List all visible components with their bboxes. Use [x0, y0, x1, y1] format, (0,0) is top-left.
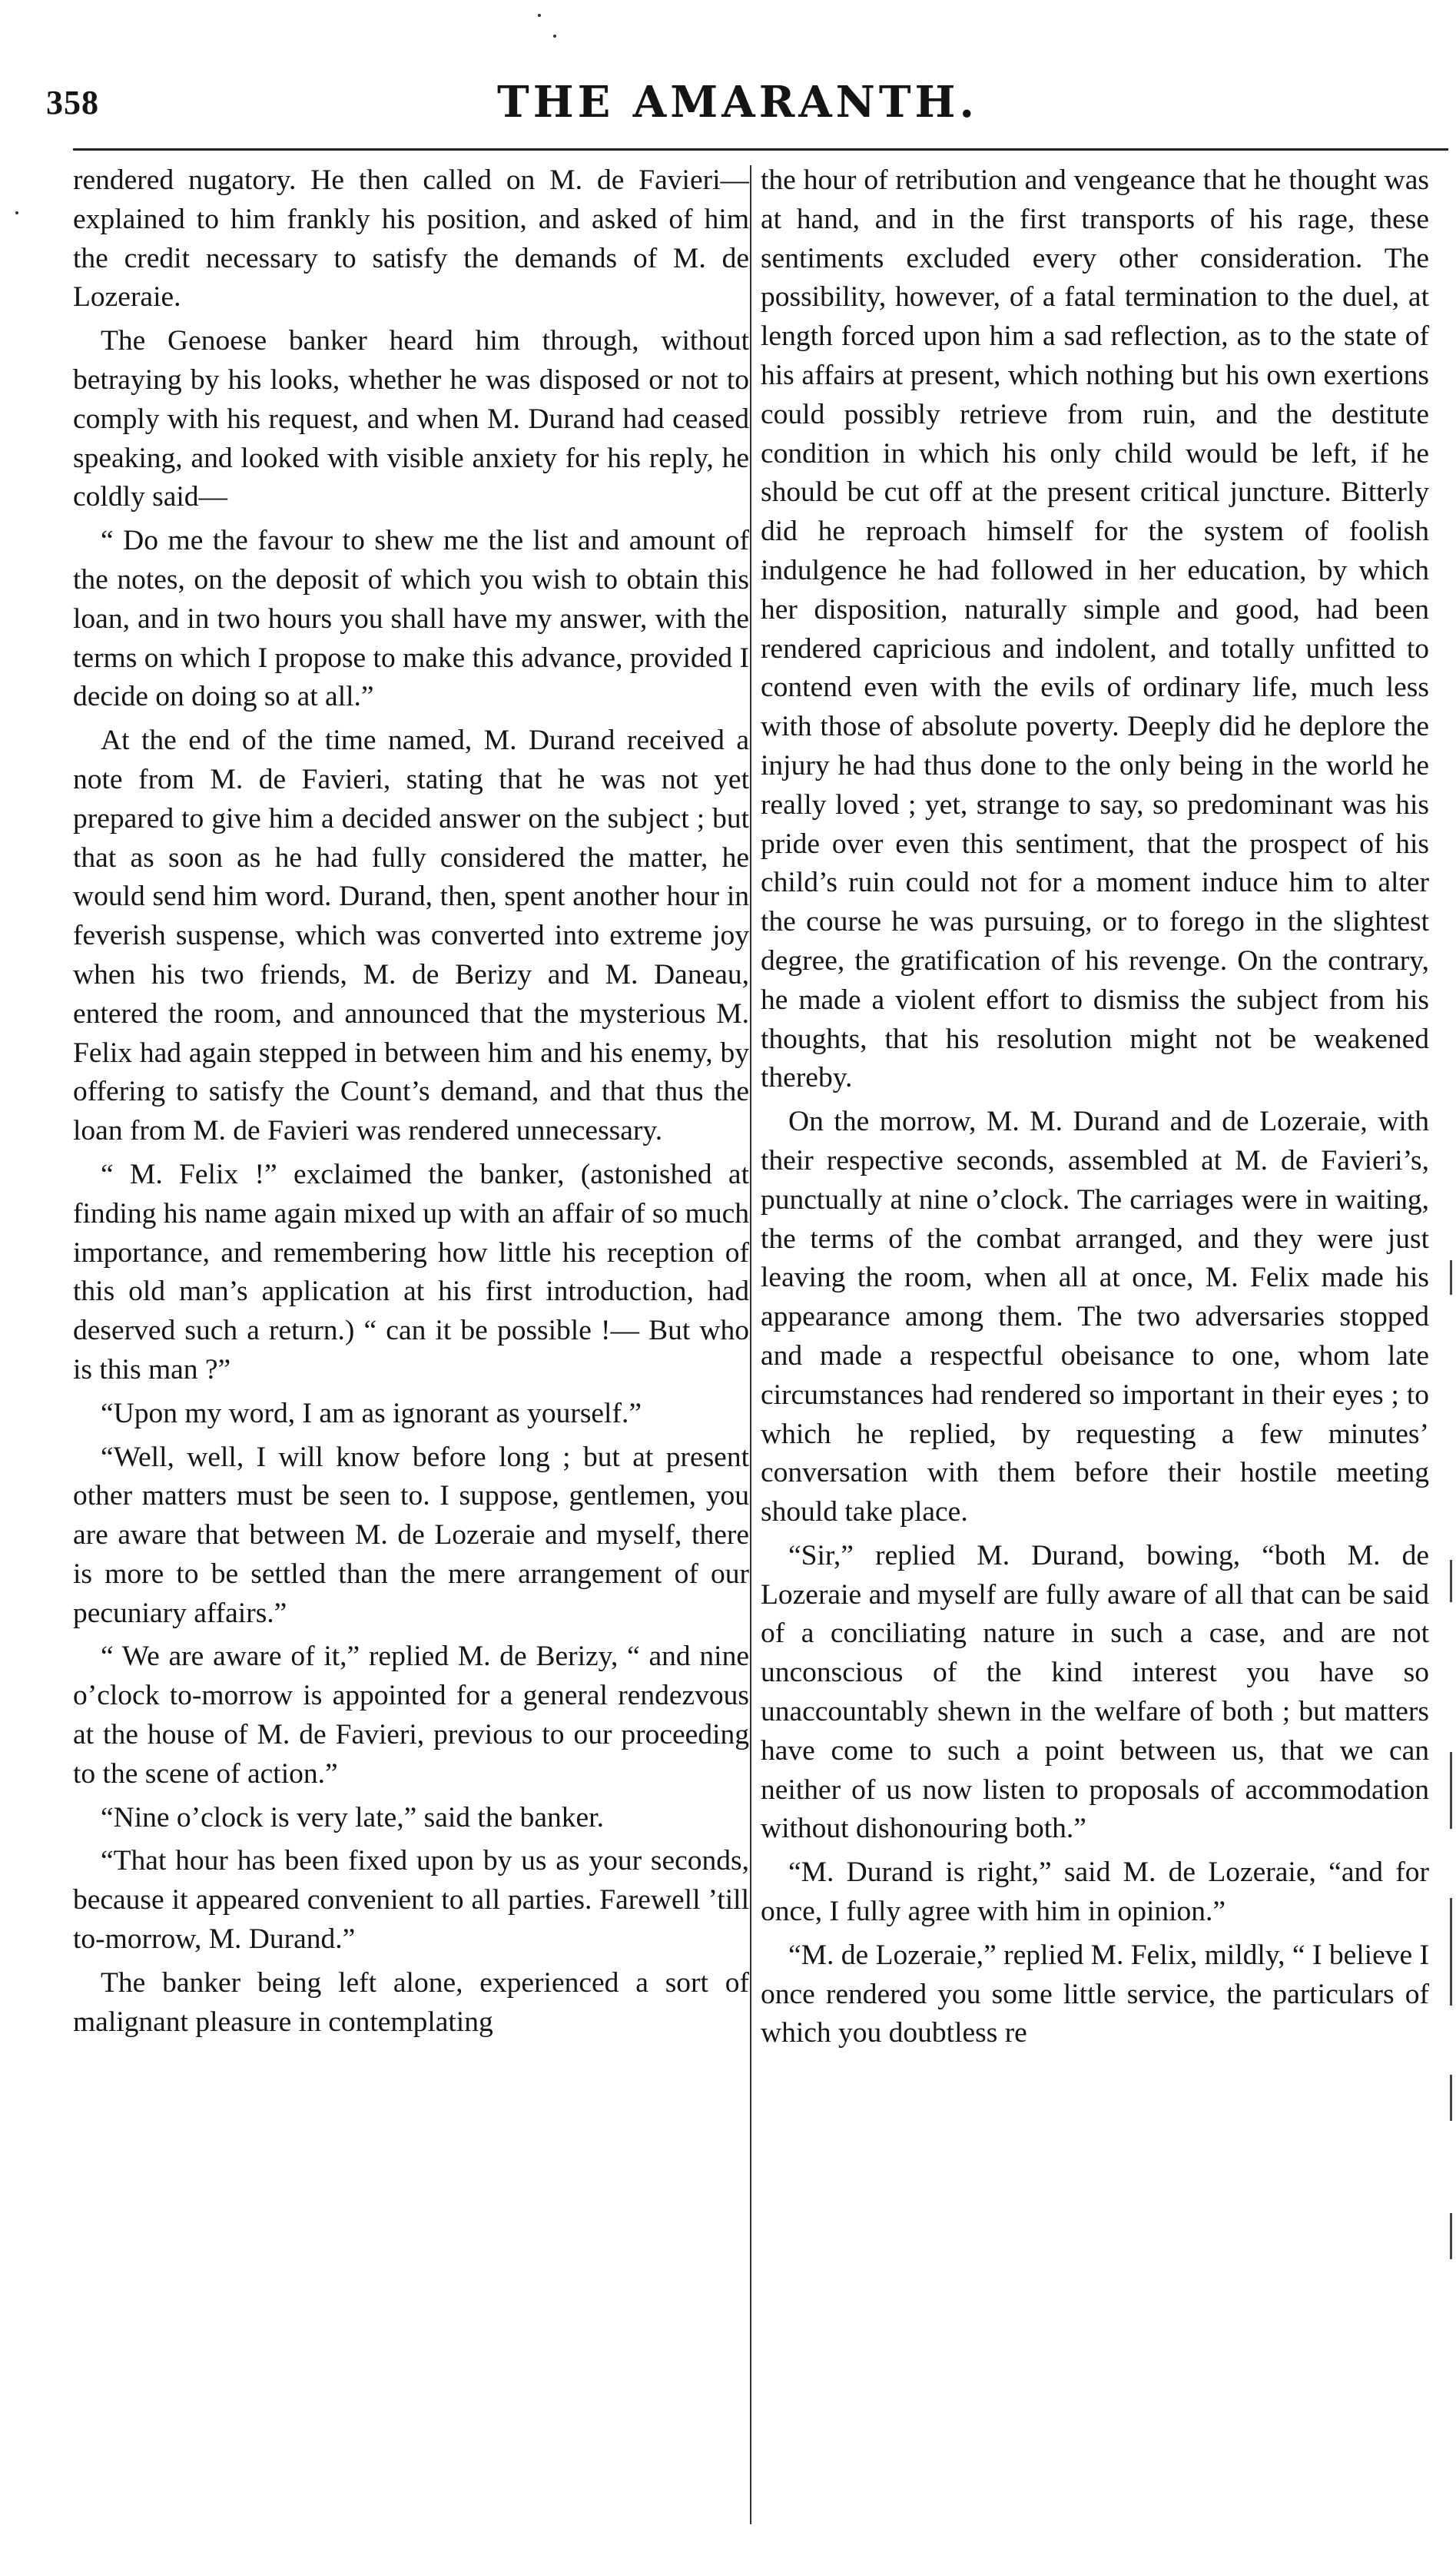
paragraph: “Upon my word, I am as ignorant as yourself.”	[101, 1397, 642, 1429]
paragraph: The banker being left alone, experienced a sort of malignant pleasure in contemplating	[73, 1966, 749, 2038]
paragraph: On the morrow, M. M. Durand and de Lozeraie, with their respective seconds, assembled at M. de Favieri’s, punctually at nine o’clock. The carriages were in waiting, the terms of the combat arranged, and they were just leaving the room, when all at once, M. Felix made his appearance among them. The two adversaries stopped and made a respectful obeisance to one, whom late circumstances had rendered so important in their eyes ; to which he replied, by requesting a few minutes’ conversation with them before their hostile meeting should take place.	[761, 1106, 1429, 1528]
left-column	[73, 161, 749, 2528]
paragraph: the hour of retribution and vengeance that he thought was at hand, and in the first transports of his rage, these sentiments excluded every other consideration. The possibility, however, of a fatal termination to the duel, at length forced upon him a sad reflection, as to the state of his affairs at present, which nothing but his own exertions could possibly retrieve from ruin, and the destitute condition in which his only child would be left, if he should be cut off at the present critical juncture. Bitterly did he reproach himself for the system of foolish indulgence he had followed in her education, by which her disposition, naturally simple and good, had been rendered capricious and indolent, and totally unfitted to contend even with the evils of ordinary life, much less with those of absolute poverty. Deeply did he deplore the injury he had thus done to the only being in the world he really loved ; yet, strange to say, so predominant was his pride over even this sentiment, that the prospect of his child’s ruin could not for a moment induce him to alter the course he was pursuing, or to forego in the slightest degree, the gratification of his revenge. On the contrary, he made a violent effort to dismiss the subject from his thoughts, that his resolution might not be weakened thereby.	[761, 164, 1429, 1094]
margin-mark	[1450, 1752, 1452, 1829]
ink-speck	[553, 35, 556, 38]
paragraph: “M. de Lozeraie,” replied M. Felix, mildly, “ I believe I once rendered you some little service, the particulars of which you doubtless re	[761, 1939, 1429, 2049]
paragraph: “Well, well, I will know before long ; but at present other matters must be seen to. I suppose, gentlemen, you are aware that between M. de Lozeraie and myself, there is more to be settled than the mere arrangement of our pecuniary affairs.”	[73, 1441, 749, 1629]
page-number: 358	[46, 84, 99, 121]
paragraph: The Genoese banker heard him through, without betraying by his looks, whether he was disposed or not to comply with his request, and when M. Durand had ceased speaking, and looked with visible anxiety for his reply, he coldly said—	[73, 325, 749, 513]
running-title: THE AMARANTH.	[497, 77, 978, 128]
paragraph: “ Do me the favour to shew me the list and amount of the notes, on the deposit of which you wish to obtain this loan, and in two hours you shall have my answer, with the terms on which I propose to make this advance, provided I decide on doing so at all.”	[73, 525, 749, 713]
margin-mark	[1450, 1560, 1452, 1602]
page-header	[46, 77, 1429, 131]
paragraph: “ M. Felix !” exclaimed the banker, (astonished at finding his name again mixed up with an affair of so much importance, and remembering how little his reception of this old man’s application at his first introduction, had deserved such a return.) “ can it be possible !— But who is this man ?”	[73, 1158, 749, 1385]
paragraph: “Sir,” replied M. Durand, bowing, “both M. de Lozeraie and myself are fully aware of all that can be said of a conciliating nature in such a case, and are not unconscious of the kind interest you have so unaccountably shewn in the welfare of both ; but matters have come to such a point between us, that we can neither of us now listen to proposals of accommodation without dishonouring both.”	[761, 1539, 1429, 1845]
ink-speck	[15, 211, 18, 214]
margin-mark	[1450, 2213, 1452, 2259]
margin-mark	[1450, 1898, 1452, 2006]
margin-mark	[1450, 1260, 1452, 1295]
paragraph: At the end of the time named, M. Durand received a note from M. de Favieri, stating that he was not yet prepared to give him a decided answer on the subject ; but that as soon as he had fully considered the matter, he would send him word. Durand, then, spent another hour in feverish suspense, which was converted into extreme joy when his two friends, M. de Berizy and M. Daneau, entered the room, and announced that the mysterious M. Felix had again stepped in between him and his enemy, by offering to satisfy the Count’s demand, and that thus the loan from M. de Favieri was rendered unnecessary.	[73, 725, 749, 1147]
column-divider	[750, 165, 751, 2524]
paragraph: “Nine o’clock is very late,” said the banker.	[101, 1801, 604, 1833]
paragraph: rendered nugatory. He then called on M. de Favieri—explained to him frankly his position, and asked of him the credit necessary to satisfy the demands of M. de Lozeraie.	[73, 164, 749, 314]
margin-mark	[1450, 2075, 1452, 2121]
right-column	[761, 161, 1429, 2528]
paragraph: “That hour has been fixed upon by us as your seconds, because it appeared convenient to all parties. Farewell ’till to-morrow, M. Durand.”	[73, 1845, 749, 1956]
paragraph: “ We are aware of it,” replied M. de Berizy, “ and nine o’clock to-morrow is appointed for a general rendezvous at the house of M. de Favieri, previous to our proceeding to the scene of action.”	[73, 1641, 749, 1790]
paragraph: “M. Durand is right,” said M. de Lozeraie, “and for once, I fully agree with him in opinion.”	[761, 1857, 1429, 1928]
ink-speck	[538, 14, 541, 17]
header-rule	[73, 148, 1448, 151]
